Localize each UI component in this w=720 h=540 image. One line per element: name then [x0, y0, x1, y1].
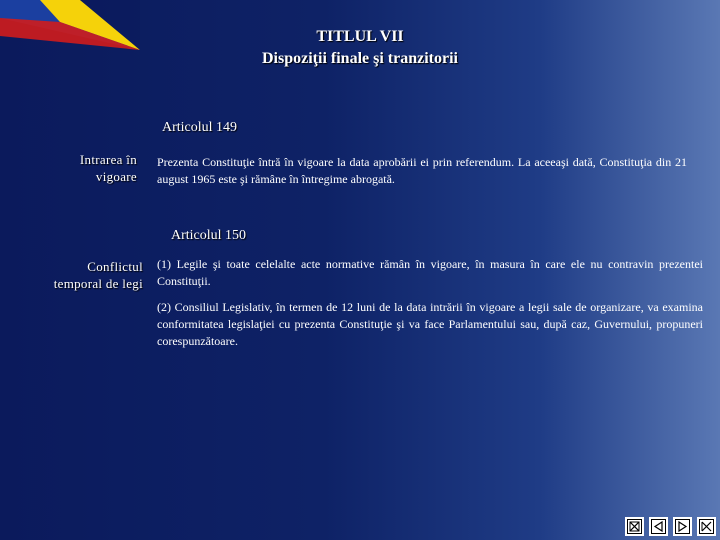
slide-title — [0, 26, 720, 70]
last-slide-icon — [699, 519, 714, 534]
previous-slide-icon — [651, 519, 666, 534]
last-slide-button[interactable] — [697, 517, 716, 536]
next-slide-button[interactable] — [673, 517, 692, 536]
article-149-heading: Articolul 149 — [162, 120, 238, 135]
side-label-line: Intrarea în — [79, 152, 137, 167]
side-label-line: temporal de legi — [53, 276, 143, 291]
article-150-side-label — [54, 258, 143, 292]
title-line-1: TITLUL VII — [316, 28, 404, 45]
article-150-heading: Articolul 150 — [171, 228, 247, 243]
article-150-paragraph-2: (2) Consiliul Legislativ, în termen de 12 luni de la data intrării în vigoare a legii sale de organizare, va examina conformitatea legislaţiei cu prezenta Constituţie şi va face Parlamentului sau, după caz, Guvernului, propuneri corespunzătoare. — [157, 300, 703, 348]
next-slide-icon — [675, 519, 690, 534]
article-149-side-label — [80, 151, 137, 185]
article-150-paragraph-1: (1) Legile şi toate celelalte acte normative rămân în vigoare, în masura în care ele nu contravin prezentei Constituţii. — [157, 257, 703, 288]
first-slide-icon — [627, 519, 642, 534]
side-label-line: vigoare — [95, 169, 137, 184]
previous-slide-button[interactable] — [649, 517, 668, 536]
slide-navigation — [625, 517, 716, 536]
article-149-text: Prezenta Constituţie întră în vigoare la data aprobării ei prin referendum. La aceeaşi dată, Constituţia din 21 august 1965 este şi rămâne în întregime abrogată. — [157, 155, 687, 186]
first-slide-button[interactable] — [625, 517, 644, 536]
title-line-2: Dispoziţii finale şi tranzitorii — [262, 50, 458, 67]
side-label-line: Conflictul — [87, 259, 143, 274]
